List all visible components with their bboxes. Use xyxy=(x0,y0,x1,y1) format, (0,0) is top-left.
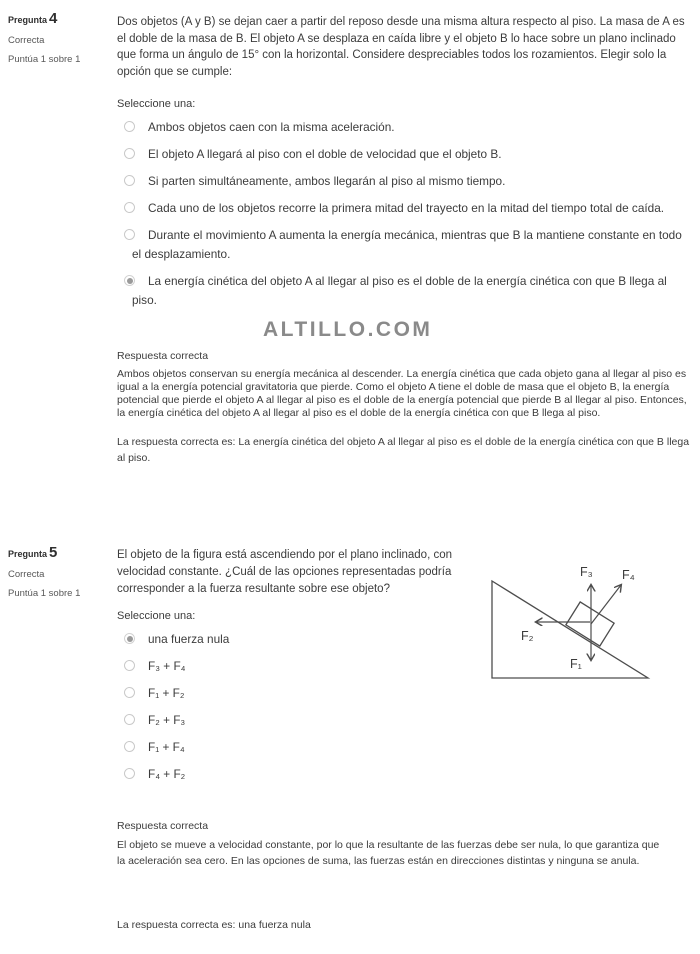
question-number: 5 xyxy=(49,544,58,561)
force-label-f4: F₄ xyxy=(622,568,635,582)
select-prompt: Seleccione una: xyxy=(117,98,196,110)
radio-button[interactable] xyxy=(124,275,135,286)
inclined-plane-figure xyxy=(478,556,678,691)
option-label[interactable]: Durante el movimiento A aumenta la energía mecánica, mientras que B la mantiene constante en todo el desplazamiento. xyxy=(132,228,682,261)
feedback-text: El objeto se mueve a velocidad constante, por lo que la resultante de las fuerzas debe ser nula, lo que garantiza que la aceleración sea cero. En las opciones de suma, las fuerzas están en direcciones distintas y ninguna se anula. xyxy=(117,839,660,867)
question-label: Pregunta xyxy=(8,15,48,25)
question-grade: Puntúa 1 sobre 1 xyxy=(8,588,81,599)
answer-option[interactable] xyxy=(117,711,692,730)
option-label[interactable]: La energía cinética del objeto A al llegar al piso es el doble de la energía cinética con que B llega al piso. xyxy=(132,274,667,307)
radio-button[interactable] xyxy=(124,741,135,752)
question-text: El objeto de la figura está ascendiendo por el plano inclinado, con velocidad constante. ¿Cuál de las opciones representadas podría corresponder a la fuerza resultante sobre ese objeto? xyxy=(117,549,453,595)
radio-button[interactable] xyxy=(124,175,135,186)
question-label: Pregunta xyxy=(8,549,48,559)
force-label-f3: F₃ xyxy=(580,565,593,579)
option-label[interactable]: Si parten simultáneamente, ambos llegarán al piso al mismo tiempo. xyxy=(148,174,506,188)
option-label[interactable]: F₄ + F₂ xyxy=(148,767,186,781)
radio-button[interactable] xyxy=(124,660,135,671)
question-status: Correcta xyxy=(8,35,45,46)
answer-option[interactable] xyxy=(117,145,692,164)
correct-answer-line: La respuesta correcta es: una fuerza nula xyxy=(117,919,311,931)
feedback-text: Ambos objetos conservan su energía mecánica al descender. La energía cinética que cada objeto gana al llegar al piso es igual a la energía potencial gravitatoria que pierde. Como el objeto A tiene el doble de masa que el objeto B, la energía potencial que pierde el objeto A al llegar al piso es el doble de la energía potencial que pierde B al llegar al piso. Entonces, la energía cinética del objeto A al llegar al piso es el doble de la energía cinética con que B llega al piso. xyxy=(117,368,687,419)
answer-option[interactable] xyxy=(117,199,692,218)
question-number: 4 xyxy=(49,10,58,27)
force-label-f1: F₁ xyxy=(570,657,582,671)
option-label[interactable]: Ambos objetos caen con la misma aceleración. xyxy=(148,120,395,134)
question-text: Dos objetos (A y B) se dejan caer a partir del reposo desde una misma altura respecto al piso. La masa de A es el doble de la masa de B. El objeto A se desplaza en caída libre y el objeto B lo hace sobre un plano inclinado que forma un ángulo de 15° con la horizontal. Considere despreciables todos los rozamientos. Elegir solo la opción que se cumple: xyxy=(117,16,685,78)
option-label[interactable]: Cada uno de los objetos recorre la primera mitad del trayecto en la mitad del tiempo total de caída. xyxy=(148,201,665,215)
select-prompt: Seleccione una: xyxy=(117,610,196,622)
answer-option[interactable] xyxy=(117,172,692,191)
question-4-body xyxy=(117,8,692,466)
option-label[interactable]: F₁ + F₄ xyxy=(148,740,185,754)
feedback-title: Respuesta correcta xyxy=(117,820,209,832)
feedback-title: Respuesta correcta xyxy=(117,350,209,362)
question-4-title xyxy=(8,10,110,28)
option-label[interactable]: F₁ + F₂ xyxy=(148,686,185,700)
radio-button[interactable] xyxy=(124,714,135,725)
answer-option[interactable] xyxy=(117,118,692,137)
option-label[interactable]: El objeto A llegará al piso con el doble de velocidad que el objeto B. xyxy=(148,147,502,161)
correct-answer-line: La respuesta correcta es: La energía cinética del objeto A al llegar al piso es el doble de la energía cinética con que B llega al piso. xyxy=(117,436,690,464)
radio-button[interactable] xyxy=(124,687,135,698)
radio-button[interactable] xyxy=(124,121,135,132)
option-label[interactable]: F₃ + F₄ xyxy=(148,659,186,673)
answer-option[interactable] xyxy=(117,738,692,757)
question-5-info-panel xyxy=(8,544,110,599)
question-4-info-panel xyxy=(8,10,110,65)
answer-option[interactable] xyxy=(117,226,692,264)
radio-button[interactable] xyxy=(124,202,135,213)
answer-option-selected[interactable] xyxy=(117,272,692,310)
radio-button[interactable] xyxy=(124,633,135,644)
force-label-f2: F₂ xyxy=(521,629,534,643)
radio-button[interactable] xyxy=(124,768,135,779)
block-on-incline xyxy=(566,602,614,646)
answer-option[interactable] xyxy=(117,765,692,784)
question-status: Correcta xyxy=(8,569,45,580)
answer-options xyxy=(117,118,692,310)
option-label[interactable]: F₂ + F₃ xyxy=(148,713,186,727)
radio-button[interactable] xyxy=(124,148,135,159)
watermark: ALTILLO.COM xyxy=(263,318,433,341)
radio-button[interactable] xyxy=(124,229,135,240)
question-grade: Puntúa 1 sobre 1 xyxy=(8,54,81,65)
option-label[interactable]: una fuerza nula xyxy=(148,632,230,646)
question-5-title xyxy=(8,544,110,562)
